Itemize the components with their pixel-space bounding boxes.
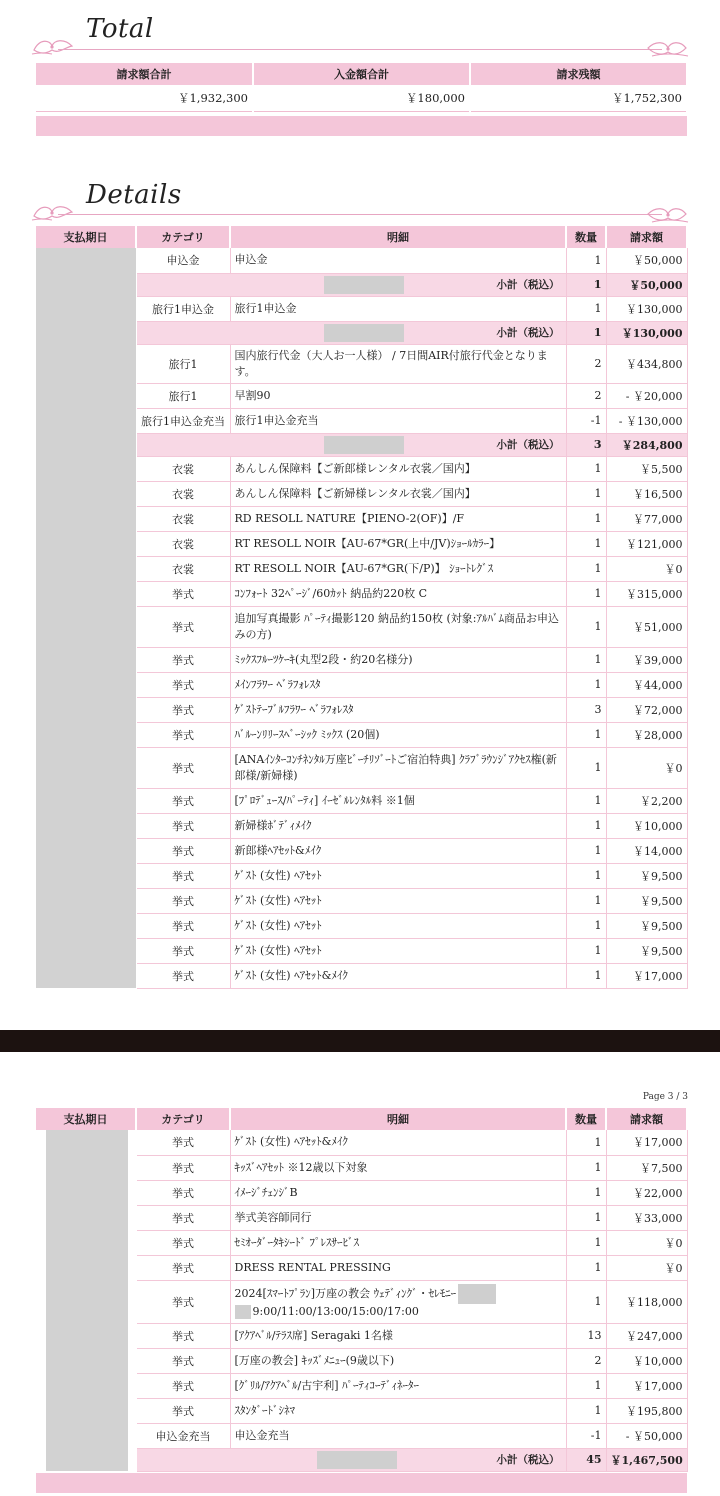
description-text: ｹﾞｽﾄ (女性) ﾍｱｾｯﾄ xyxy=(234,943,322,957)
amount-cell: ￥17,000 xyxy=(606,1373,687,1398)
quantity-cell: 1 xyxy=(566,581,606,606)
description-cell xyxy=(230,1348,566,1373)
subtotal-quantity: 1 xyxy=(566,273,606,296)
category-cell: 挙式 xyxy=(136,1205,230,1230)
quantity-cell: 1 xyxy=(566,606,606,647)
total-value-row xyxy=(36,85,687,111)
details-heading-text: Details xyxy=(86,180,182,210)
description-text: ｹﾞｽﾄ (女性) ﾍｱｾｯﾄ xyxy=(234,868,322,882)
description-cell xyxy=(230,1255,566,1280)
category-cell: 衣裳 xyxy=(136,531,230,556)
category-cell: 旅行1 xyxy=(136,383,230,408)
amount-cell: ￥16,500 xyxy=(606,481,687,506)
details-heading xyxy=(30,180,690,230)
header-due-date: 支払期日 xyxy=(36,1108,136,1130)
category-cell: 挙式 xyxy=(136,1130,230,1155)
category-cell: 挙式 xyxy=(136,1373,230,1398)
redacted-block xyxy=(324,276,404,294)
quantity-cell: 2 xyxy=(566,344,606,383)
description-cell xyxy=(230,296,566,321)
description-cell xyxy=(230,1180,566,1205)
description-text: あんしん保障料【ご新婦様レンタル衣裳／国内】 xyxy=(234,486,476,500)
quantity-cell: 1 xyxy=(566,1130,606,1155)
description-text: ﾊﾞﾙｰﾝﾘﾘｰｽﾍﾞｰｼｯｸ ﾐｯｸｽ (20個) xyxy=(234,727,380,741)
amount-cell: ￥5,500 xyxy=(606,456,687,481)
butterfly-ornament-icon xyxy=(644,200,690,226)
quantity-cell: 1 xyxy=(566,938,606,963)
butterfly-ornament-icon xyxy=(644,34,690,60)
amount-cell: ￥39,000 xyxy=(606,647,687,672)
redacted-block xyxy=(324,436,404,454)
subtotal-label-text: 小計（税込） xyxy=(496,279,560,291)
category-cell: 衣裳 xyxy=(136,456,230,481)
category-cell: 挙式 xyxy=(136,1348,230,1373)
header-due-date: 支払期日 xyxy=(36,226,136,248)
header-amount: 請求額 xyxy=(606,226,687,248)
category-cell: 挙式 xyxy=(136,1155,230,1180)
quantity-cell: -1 xyxy=(566,1423,606,1448)
category-cell: 挙式 xyxy=(136,913,230,938)
category-cell: 挙式 xyxy=(136,813,230,838)
category-cell: 挙式 xyxy=(136,647,230,672)
quantity-cell: 1 xyxy=(566,913,606,938)
quantity-cell: 1 xyxy=(566,296,606,321)
description-text: ｲﾒｰｼﾞﾁｪﾝｼﾞB xyxy=(234,1185,298,1199)
description-cell xyxy=(230,672,566,697)
subtotal-label xyxy=(136,433,566,456)
quantity-cell: 1 xyxy=(566,1205,606,1230)
subtotal-quantity: 45 xyxy=(566,1448,606,1471)
description-cell xyxy=(230,1130,566,1155)
category-cell: 挙式 xyxy=(136,1398,230,1423)
category-cell: 挙式 xyxy=(136,747,230,788)
quantity-cell: 1 xyxy=(566,722,606,747)
description-cell xyxy=(230,556,566,581)
quantity-cell: 1 xyxy=(566,1373,606,1398)
subtotal-label-text: 小計（税込） xyxy=(496,439,560,451)
description-text: 早割90 xyxy=(234,388,271,402)
description-text: ｹﾞｽﾄ (女性) ﾍｱｾｯﾄ&ﾒｲｸ xyxy=(234,968,348,982)
description-cell xyxy=(230,788,566,813)
amount-cell: ￥0 xyxy=(606,1230,687,1255)
due-date-redacted xyxy=(36,248,136,988)
quantity-cell: 1 xyxy=(566,1398,606,1423)
category-cell: 挙式 xyxy=(136,1255,230,1280)
amount-cell: ￥9,500 xyxy=(606,863,687,888)
description-text: [ｱｸｱﾍﾞﾙ/ﾃﾗｽ席] Seragaki 1名様 xyxy=(234,1328,393,1342)
description-text: [万座の教会] ｷｯｽﾞﾒﾆｭｰ(9歳以下) xyxy=(234,1353,395,1367)
description-text: RD RESOLL NATURE【PIENO-2(OF)】/F xyxy=(234,511,465,525)
amount-cell: ￥9,500 xyxy=(606,888,687,913)
description-cell xyxy=(230,813,566,838)
category-cell: 挙式 xyxy=(136,581,230,606)
description-cell xyxy=(230,1205,566,1230)
total-balance-value: ￥1,752,300 xyxy=(470,85,687,111)
amount-cell: - ￥50,000 xyxy=(606,1423,687,1448)
description-cell xyxy=(230,888,566,913)
description-cell xyxy=(230,408,566,433)
heading-rule xyxy=(58,214,662,215)
description-cell xyxy=(230,722,566,747)
description-text: ｹﾞｽﾄ (女性) ﾍｱｾｯﾄ xyxy=(234,893,322,907)
description-cell xyxy=(230,383,566,408)
description-text: 申込金充当 xyxy=(234,1428,290,1442)
description-text: ｺﾝﾌｫｰﾄ 32ﾍﾟｰｼﾞ/60ｶｯﾄ 納品約220枚 C xyxy=(234,586,428,600)
quantity-cell: 1 xyxy=(566,1255,606,1280)
amount-cell: ￥434,800 xyxy=(606,344,687,383)
header-description: 明細 xyxy=(230,226,566,248)
description-cell xyxy=(230,1230,566,1255)
header-amount: 請求額 xyxy=(606,1108,687,1130)
amount-cell: ￥2,200 xyxy=(606,788,687,813)
subtotal-amount: ￥284,800 xyxy=(606,433,687,456)
total-heading-text: Total xyxy=(86,14,154,44)
details-header-row xyxy=(36,1108,687,1130)
description-cell xyxy=(230,1323,566,1348)
description-text: ｹﾞｽﾄ (女性) ﾍｱｾｯﾄ xyxy=(234,918,322,932)
amount-cell: ￥247,000 xyxy=(606,1323,687,1348)
total-header-paid: 入金額合計 xyxy=(253,63,470,85)
line-item-row xyxy=(36,1130,687,1155)
quantity-cell: 1 xyxy=(566,747,606,788)
quantity-cell: 1 xyxy=(566,813,606,838)
quantity-cell: 1 xyxy=(566,838,606,863)
amount-cell: ￥72,000 xyxy=(606,697,687,722)
description-cell xyxy=(230,647,566,672)
amount-cell: ￥9,500 xyxy=(606,913,687,938)
description-cell xyxy=(230,938,566,963)
description-cell xyxy=(230,1398,566,1423)
details-table xyxy=(36,226,688,989)
category-cell: 旅行1 xyxy=(136,344,230,383)
category-cell: 挙式 xyxy=(136,722,230,747)
heading-rule xyxy=(58,49,662,50)
amount-cell: ￥315,000 xyxy=(606,581,687,606)
category-cell: 申込金 xyxy=(136,248,230,273)
description-text: ｷｯｽﾞﾍｱｾｯﾄ ※12歳以下対象 xyxy=(234,1160,368,1174)
quantity-cell: 3 xyxy=(566,697,606,722)
description-text: ｾﾐｵｰﾀﾞｰﾀｷｼｰﾄﾞ ﾌﾟﾚｽｻｰﾋﾞｽ xyxy=(234,1235,359,1249)
amount-cell: ￥0 xyxy=(606,1255,687,1280)
subtotal-label-text: 小計（税込） xyxy=(496,1454,560,1466)
quantity-cell: 1 xyxy=(566,248,606,273)
header-description: 明細 xyxy=(230,1108,566,1130)
butterfly-ornament-icon xyxy=(30,198,76,224)
redacted-block xyxy=(458,1284,496,1304)
amount-cell: ￥9,500 xyxy=(606,938,687,963)
category-cell: 申込金充当 xyxy=(136,1423,230,1448)
amount-cell: ￥7,500 xyxy=(606,1155,687,1180)
header-quantity: 数量 xyxy=(566,226,606,248)
description-text: RT RESOLL NOIR【AU-67*GR(上中/JV)ｼｮｰﾙｶﾗｰ】 xyxy=(234,536,501,550)
quantity-cell: 1 xyxy=(566,1155,606,1180)
category-cell: 挙式 xyxy=(136,1180,230,1205)
subtotal-amount: ￥130,000 xyxy=(606,321,687,344)
description-cell xyxy=(230,1373,566,1398)
description-text: あんしん保障料【ご新郎様レンタル衣裳／国内】 xyxy=(234,461,476,475)
description-text: [ANAｲﾝﾀｰｺﾝﾁﾈﾝﾀﾙ万座ﾋﾞｰﾁﾘｿﾞｰﾄご宿泊特典] ｸﾗﾌﾞﾗｳﾝｼﾞｱｸｾｽ権(新郎様/新婦様) xyxy=(234,752,557,782)
description-text: 新婦様ﾎﾞﾃﾞｨﾒｲｸ xyxy=(234,818,312,832)
invoice-sheet-2 xyxy=(0,1052,720,1496)
description-text: 旅行1申込金 xyxy=(234,301,297,315)
description-text: RT RESOLL NOIR【AU-67*GR(下/P)】 ｼｮｰﾄﾚｸﾞｽ xyxy=(234,561,494,575)
description-cell xyxy=(230,838,566,863)
category-cell: 挙式 xyxy=(136,1323,230,1348)
amount-cell: ￥44,000 xyxy=(606,672,687,697)
total-summary-table xyxy=(36,63,688,112)
quantity-cell: 1 xyxy=(566,647,606,672)
amount-cell: - ￥130,000 xyxy=(606,408,687,433)
header-category: カテゴリ xyxy=(136,226,230,248)
description-text: ｽﾀﾝﾀﾞｰﾄﾞｼﾈﾏ xyxy=(234,1403,295,1417)
amount-cell: ￥130,000 xyxy=(606,296,687,321)
description-text: 国内旅行代金（大人お一人様） / 7日間AIR付旅行代金となります。 xyxy=(234,348,548,378)
category-cell: 挙式 xyxy=(136,697,230,722)
category-cell: 挙式 xyxy=(136,963,230,988)
amount-cell: ￥17,000 xyxy=(606,1130,687,1155)
total-footer-bar xyxy=(36,116,687,136)
total-header-row xyxy=(36,63,687,85)
description-text: [ｸﾞﾘﾙ/ｱｸｱﾍﾞﾙ/古宇利] ﾊﾟｰﾃｨｺｰﾃﾞｨﾈｰﾀｰ xyxy=(234,1378,419,1392)
details-table-continued xyxy=(36,1108,688,1472)
quantity-cell: 1 xyxy=(566,531,606,556)
amount-cell: ￥0 xyxy=(606,747,687,788)
total-billed-value: ￥1,932,300 xyxy=(36,85,253,111)
subtotal-quantity: 3 xyxy=(566,433,606,456)
description-cell xyxy=(230,344,566,383)
quantity-cell: 1 xyxy=(566,456,606,481)
description-cell xyxy=(230,747,566,788)
amount-cell: ￥33,000 xyxy=(606,1205,687,1230)
quantity-cell: 1 xyxy=(566,888,606,913)
line-item-row xyxy=(36,248,687,273)
quantity-cell: 1 xyxy=(566,788,606,813)
total-heading xyxy=(30,14,690,64)
details-footer-bar xyxy=(36,1473,687,1493)
category-cell: 挙式 xyxy=(136,938,230,963)
amount-cell: ￥17,000 xyxy=(606,963,687,988)
amount-cell: ￥118,000 xyxy=(606,1280,687,1323)
category-cell: 挙式 xyxy=(136,888,230,913)
quantity-cell: -1 xyxy=(566,408,606,433)
description-cell xyxy=(230,506,566,531)
quantity-cell: 1 xyxy=(566,1180,606,1205)
description-cell xyxy=(230,581,566,606)
subtotal-label xyxy=(136,321,566,344)
description-cell xyxy=(230,963,566,988)
category-cell: 挙式 xyxy=(136,1280,230,1323)
subtotal-label-text: 小計（税込） xyxy=(496,327,560,339)
category-cell: 挙式 xyxy=(136,1230,230,1255)
header-category: カテゴリ xyxy=(136,1108,230,1130)
description-cell xyxy=(230,913,566,938)
details-body xyxy=(36,248,687,988)
quantity-cell: 13 xyxy=(566,1323,606,1348)
description-cell xyxy=(230,1280,566,1323)
amount-cell: ￥50,000 xyxy=(606,248,687,273)
butterfly-ornament-icon xyxy=(30,32,76,58)
category-cell: 挙式 xyxy=(136,863,230,888)
description-cell xyxy=(230,531,566,556)
category-cell: 挙式 xyxy=(136,672,230,697)
quantity-cell: 1 xyxy=(566,1280,606,1323)
quantity-cell: 1 xyxy=(566,1230,606,1255)
description-cell xyxy=(230,456,566,481)
total-header-balance: 請求残額 xyxy=(470,63,687,85)
page-number: Page 3 / 3 xyxy=(642,1092,688,1102)
amount-cell: ￥14,000 xyxy=(606,838,687,863)
category-cell: 衣裳 xyxy=(136,481,230,506)
subtotal-label xyxy=(136,1448,566,1471)
amount-cell: ￥0 xyxy=(606,556,687,581)
description-cell xyxy=(230,481,566,506)
amount-cell: ￥77,000 xyxy=(606,506,687,531)
description-text: 申込金 xyxy=(234,253,268,267)
redacted-block xyxy=(235,1305,251,1319)
amount-cell: ￥28,000 xyxy=(606,722,687,747)
category-cell: 衣裳 xyxy=(136,556,230,581)
amount-cell: ￥121,000 xyxy=(606,531,687,556)
description-text: DRESS RENTAL PRESSING xyxy=(234,1260,391,1274)
description-text: 旅行1申込金充当 xyxy=(234,413,319,427)
category-cell: 旅行1申込金 xyxy=(136,296,230,321)
amount-cell: - ￥20,000 xyxy=(606,383,687,408)
description-text: ﾒｲﾝﾌﾗﾜｰ ﾍﾞﾗﾌｫﾚｽﾀ xyxy=(234,677,321,691)
due-date-redacted xyxy=(36,1130,136,1471)
quantity-cell: 1 xyxy=(566,506,606,531)
description-text: 挙式美容師同行 xyxy=(234,1210,312,1224)
details-body xyxy=(36,1130,687,1471)
category-cell: 衣裳 xyxy=(136,506,230,531)
category-cell: 旅行1申込金充当 xyxy=(136,408,230,433)
subtotal-quantity: 1 xyxy=(566,321,606,344)
details-header-row xyxy=(36,226,687,248)
description-text-line2: 9:00/11:00/13:00/15:00/17:00 xyxy=(252,1304,419,1318)
category-cell: 挙式 xyxy=(136,838,230,863)
total-header-billed: 請求額合計 xyxy=(36,63,253,85)
description-cell xyxy=(230,606,566,647)
description-text: 追加写真撮影 ﾊﾟｰﾃｨ撮影120 納品約150枚 (対象:ｱﾙﾊﾞﾑ商品お申込みの方) xyxy=(234,611,559,641)
subtotal-label xyxy=(136,273,566,296)
quantity-cell: 1 xyxy=(566,863,606,888)
quantity-cell: 1 xyxy=(566,672,606,697)
amount-cell: ￥51,000 xyxy=(606,606,687,647)
description-text: ｹﾞｽﾄ (女性) ﾍｱｾｯﾄ&ﾒｲｸ xyxy=(234,1135,348,1149)
redacted-block xyxy=(324,324,404,342)
subtotal-amount: ￥50,000 xyxy=(606,273,687,296)
description-text: 2024[ｽﾏｰﾄﾌﾟﾗﾝ]万座の教会 ｳｪﾃﾞｨﾝｸﾞ・ｾﾚﾓﾆｰ xyxy=(234,1286,457,1300)
total-paid-value: ￥180,000 xyxy=(253,85,470,111)
description-cell xyxy=(230,1155,566,1180)
description-text: ﾐｯｸｽﾌﾙｰﾂｹｰｷ(丸型2段・約20名様分) xyxy=(234,652,413,666)
description-text: ｹﾞｽﾄﾃｰﾌﾞﾙﾌﾗﾜｰ ﾍﾞﾗﾌｫﾚｽﾀ xyxy=(234,702,354,716)
quantity-cell: 2 xyxy=(566,1348,606,1373)
quantity-cell: 1 xyxy=(566,963,606,988)
header-quantity: 数量 xyxy=(566,1108,606,1130)
quantity-cell: 1 xyxy=(566,481,606,506)
category-cell: 挙式 xyxy=(136,788,230,813)
page-break-divider xyxy=(0,1030,720,1052)
quantity-cell: 2 xyxy=(566,383,606,408)
description-cell xyxy=(230,863,566,888)
description-cell xyxy=(230,248,566,273)
description-cell xyxy=(230,1423,566,1448)
redacted-block xyxy=(317,1451,397,1469)
category-cell: 挙式 xyxy=(136,606,230,647)
amount-cell: ￥10,000 xyxy=(606,1348,687,1373)
amount-cell: ￥195,800 xyxy=(606,1398,687,1423)
subtotal-amount: ￥1,467,500 xyxy=(606,1448,687,1471)
description-text: 新郎様ﾍｱｾｯﾄ&ﾒｲｸ xyxy=(234,843,322,857)
amount-cell: ￥10,000 xyxy=(606,813,687,838)
description-text: [ﾌﾟﾛﾃﾞｭｰｽ/ﾊﾟｰﾃｨ] ｲｰｾﾞﾙﾚﾝﾀﾙ料 ※1個 xyxy=(234,793,415,807)
quantity-cell: 1 xyxy=(566,556,606,581)
amount-cell: ￥22,000 xyxy=(606,1180,687,1205)
description-cell xyxy=(230,697,566,722)
